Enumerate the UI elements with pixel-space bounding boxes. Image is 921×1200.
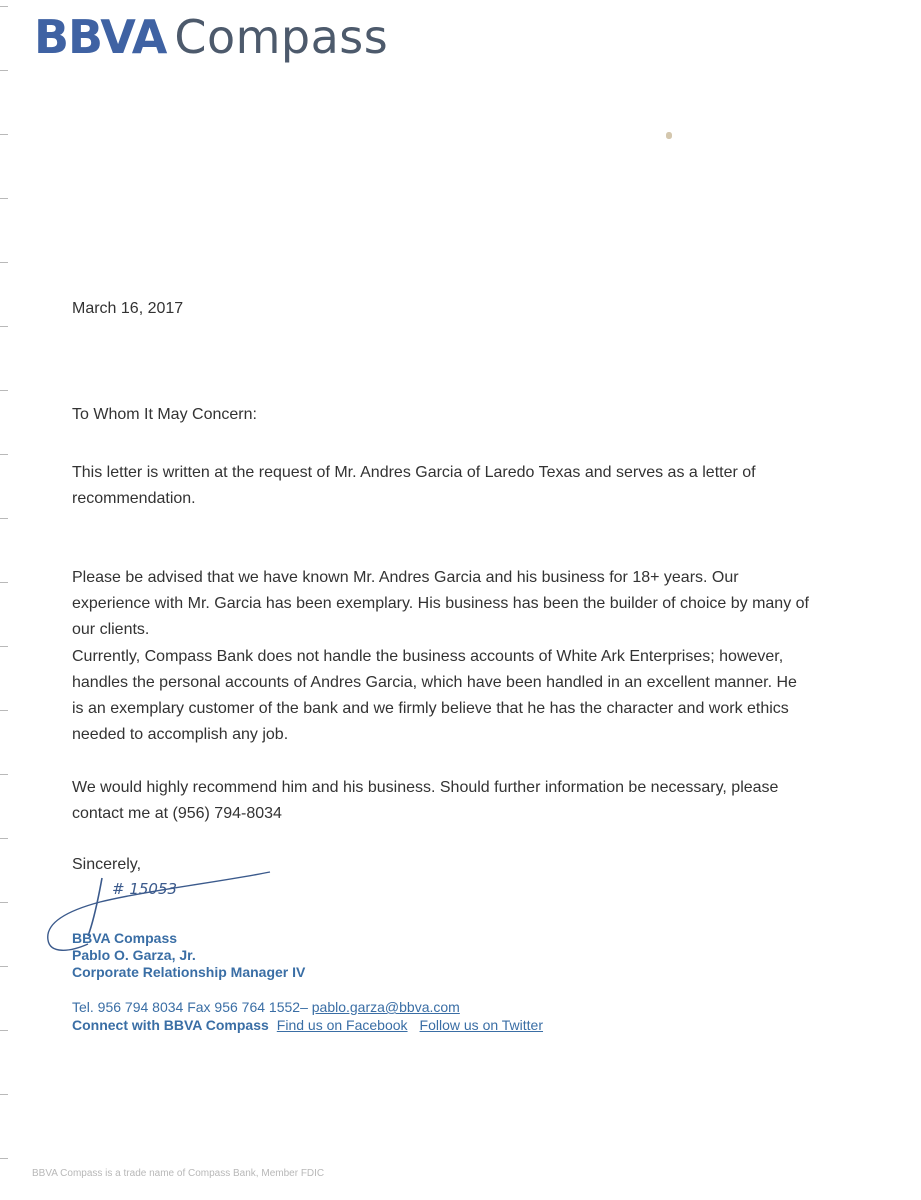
contact-line	[72, 998, 543, 1016]
scan-tick	[0, 966, 8, 967]
signature-note: # 15053	[112, 880, 178, 898]
email-link[interactable]: pablo.garza@bbva.com	[311, 999, 460, 1015]
scan-tick	[0, 646, 8, 647]
scan-tick	[0, 838, 8, 839]
letter-paragraph: Please be advised that we have known Mr. Andres Garcia and his business for 18+ years. Our experience with Mr. Garcia has been exemplary. His business has been the builder of choice by many of our clients.	[72, 569, 809, 638]
logo-compass: Compass	[174, 10, 389, 64]
letter-paragraph: This letter is written at the request of Mr. Andres Garcia of Laredo Texas and serves as a letter of recommendation.	[72, 464, 756, 507]
logo-bbva: BBVA	[34, 10, 167, 64]
scan-tick	[0, 326, 8, 327]
bbva-compass-logo	[34, 10, 388, 64]
letter-date: March 16, 2017	[72, 300, 184, 317]
scan-tick	[0, 390, 8, 391]
scan-tick	[0, 198, 8, 199]
social-line	[72, 1016, 543, 1034]
letter-paragraph: Currently, Compass Bank does not handle the business accounts of White Ark Enterprises; however, handles the personal accounts of Andres Garcia, which have been handled in an excellent manner. He is an exemplary customer of the bank and we firmly believe that he has the character and work ethics needed to accomplish any job.	[72, 648, 797, 743]
scan-tick	[0, 1094, 8, 1095]
scan-tick	[0, 70, 8, 71]
connect-label: Connect with BBVA Compass	[72, 1017, 269, 1033]
signature-company: BBVA Compass	[72, 930, 178, 946]
signature-title: Corporate Relationship Manager IV	[72, 964, 306, 980]
phone-fax: Tel. 956 794 8034 Fax 956 764 1552–	[72, 999, 312, 1015]
signature-block	[72, 930, 305, 981]
scan-tick	[0, 1030, 8, 1031]
scan-tick	[0, 6, 8, 7]
scan-tick	[0, 262, 8, 263]
facebook-link[interactable]: Find us on Facebook	[276, 1017, 408, 1033]
signature-name: Pablo O. Garza, Jr.	[72, 947, 196, 963]
scan-edge	[0, 0, 8, 1200]
letter-closing: Sincerely,	[72, 856, 142, 873]
scan-tick	[0, 710, 8, 711]
contact-block	[72, 998, 543, 1034]
twitter-link[interactable]: Follow us on Twitter	[419, 1017, 544, 1033]
scan-tick	[0, 454, 8, 455]
scan-tick	[0, 902, 8, 903]
scan-tick	[0, 582, 8, 583]
scan-tick	[0, 134, 8, 135]
letter-paragraph: We would highly recommend him and his business. Should further information be necessary, please contact me at (956) 794-8034	[72, 779, 779, 822]
footer-disclaimer: BBVA Compass is a trade name of Compass Bank, Member FDIC	[32, 1168, 325, 1179]
scan-tick	[0, 774, 8, 775]
scan-tick	[0, 518, 8, 519]
scan-tick	[0, 1158, 8, 1159]
scan-speck	[666, 132, 672, 139]
letter-greeting: To Whom It May Concern:	[72, 406, 257, 423]
